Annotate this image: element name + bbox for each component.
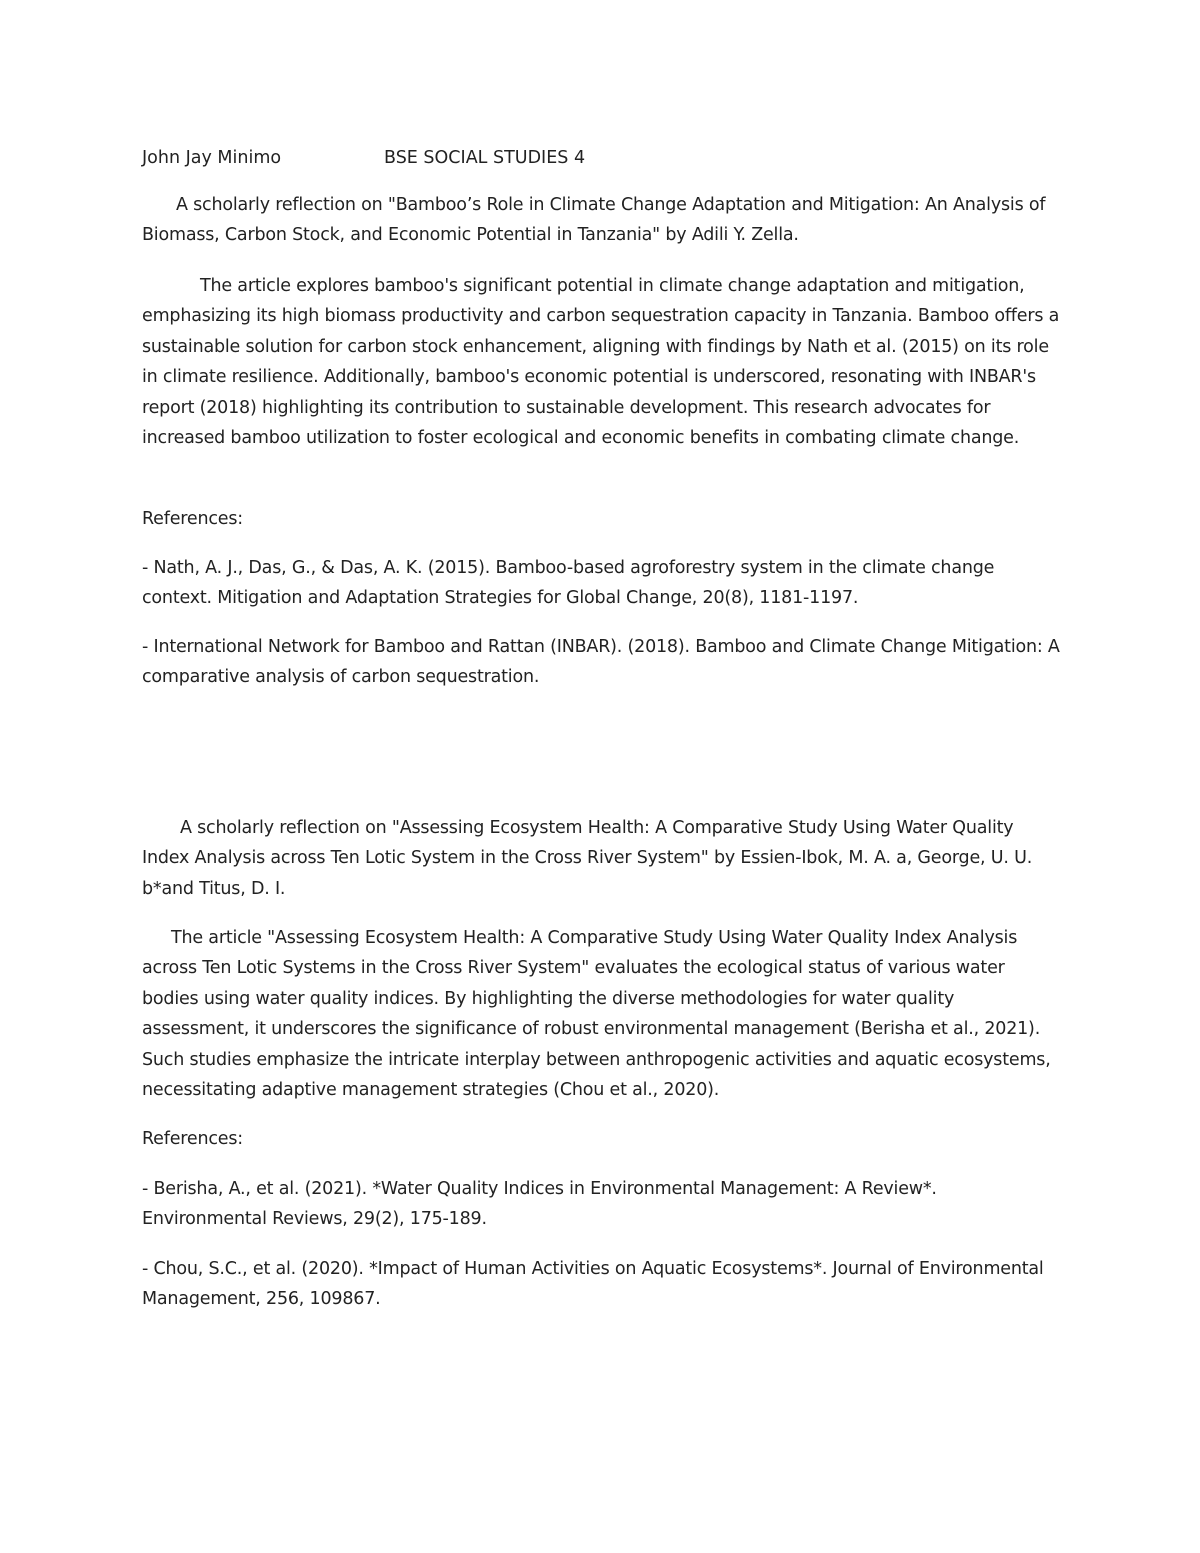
reflection1-references-heading: References:: [142, 509, 243, 529]
reflection1-reference-2: - International Network for Bamboo and Rattan (INBAR). (2018). Bamboo and Climate Change Mitigation: A comparative analysis of carbon sequestration.: [142, 637, 1060, 688]
reflection2-reference-1: - Berisha, A., et al. (2021). *Water Quality Indices in Environmental Management: A Review*. Environmental Reviews, 29(2), 175-189.: [142, 1179, 937, 1230]
course-name: BSE SOCIAL STUDIES 4: [384, 148, 586, 168]
reflection1-reference-1: - Nath, A. J., Das, G., & Das, A. K. (2015). Bamboo-based agroforestry system in the climate change context. Mitigation and Adaptation Strategies for Global Change, 20(8), 1181-1197.: [142, 558, 995, 609]
reflection1-title: A scholarly reflection on "Bamboo’s Role in Climate Change Adaptation and Mitigation: An Analysis of Biomass, Carbon Stock, and Economic Potential in Tanzania" by Adili Y. Zella.: [142, 195, 1046, 246]
header-line: [142, 143, 1062, 173]
reflection2-reference-2: - Chou, S.C., et al. (2020). *Impact of Human Activities on Aquatic Ecosystems*. Journal of Environmental Management, 256, 109867.: [142, 1259, 1044, 1310]
reflection2-body: The article "Assessing Ecosystem Health: A Comparative Study Using Water Quality Index Analysis across Ten Lotic Systems in the Cross River System" evaluates the ecological status of various water bodies using water quality indices. By highlighting the diverse methodologies for water quality assessment, it underscores the significance of robust environmental management (Berisha et al., 2021). Such studies emphasize the intricate interplay between anthropogenic activities and aquatic ecosystems, necessitating adaptive management strategies (Chou et al., 2020).: [142, 928, 1051, 1101]
reflection1-body: The article explores bamboo's significant potential in climate change adaptation and mitigation, emphasizing its high biomass productivity and carbon sequestration capacity in Tanzania. Bamboo offers a sustainable solution for carbon stock enhancement, aligning with findings by Nath et al. (2015) on its role in climate resilience. Additionally, bamboo's economic potential is underscored, resonating with INBAR's report (2018) highlighting its contribution to sustainable development. This research advocates for increased bamboo utilization to foster ecological and economic benefits in combating climate change.: [142, 276, 1060, 449]
author-name: John Jay Minimo: [142, 148, 282, 168]
reflection2-title: A scholarly reflection on "Assessing Ecosystem Health: A Comparative Study Using Water Quality Index Analysis across Ten Lotic System in the Cross River System" by Essien-Ibok, M. A. a, George, U. U. b*and Titus, D. I.: [142, 818, 1033, 899]
reflection2-references-heading: References:: [142, 1129, 243, 1149]
